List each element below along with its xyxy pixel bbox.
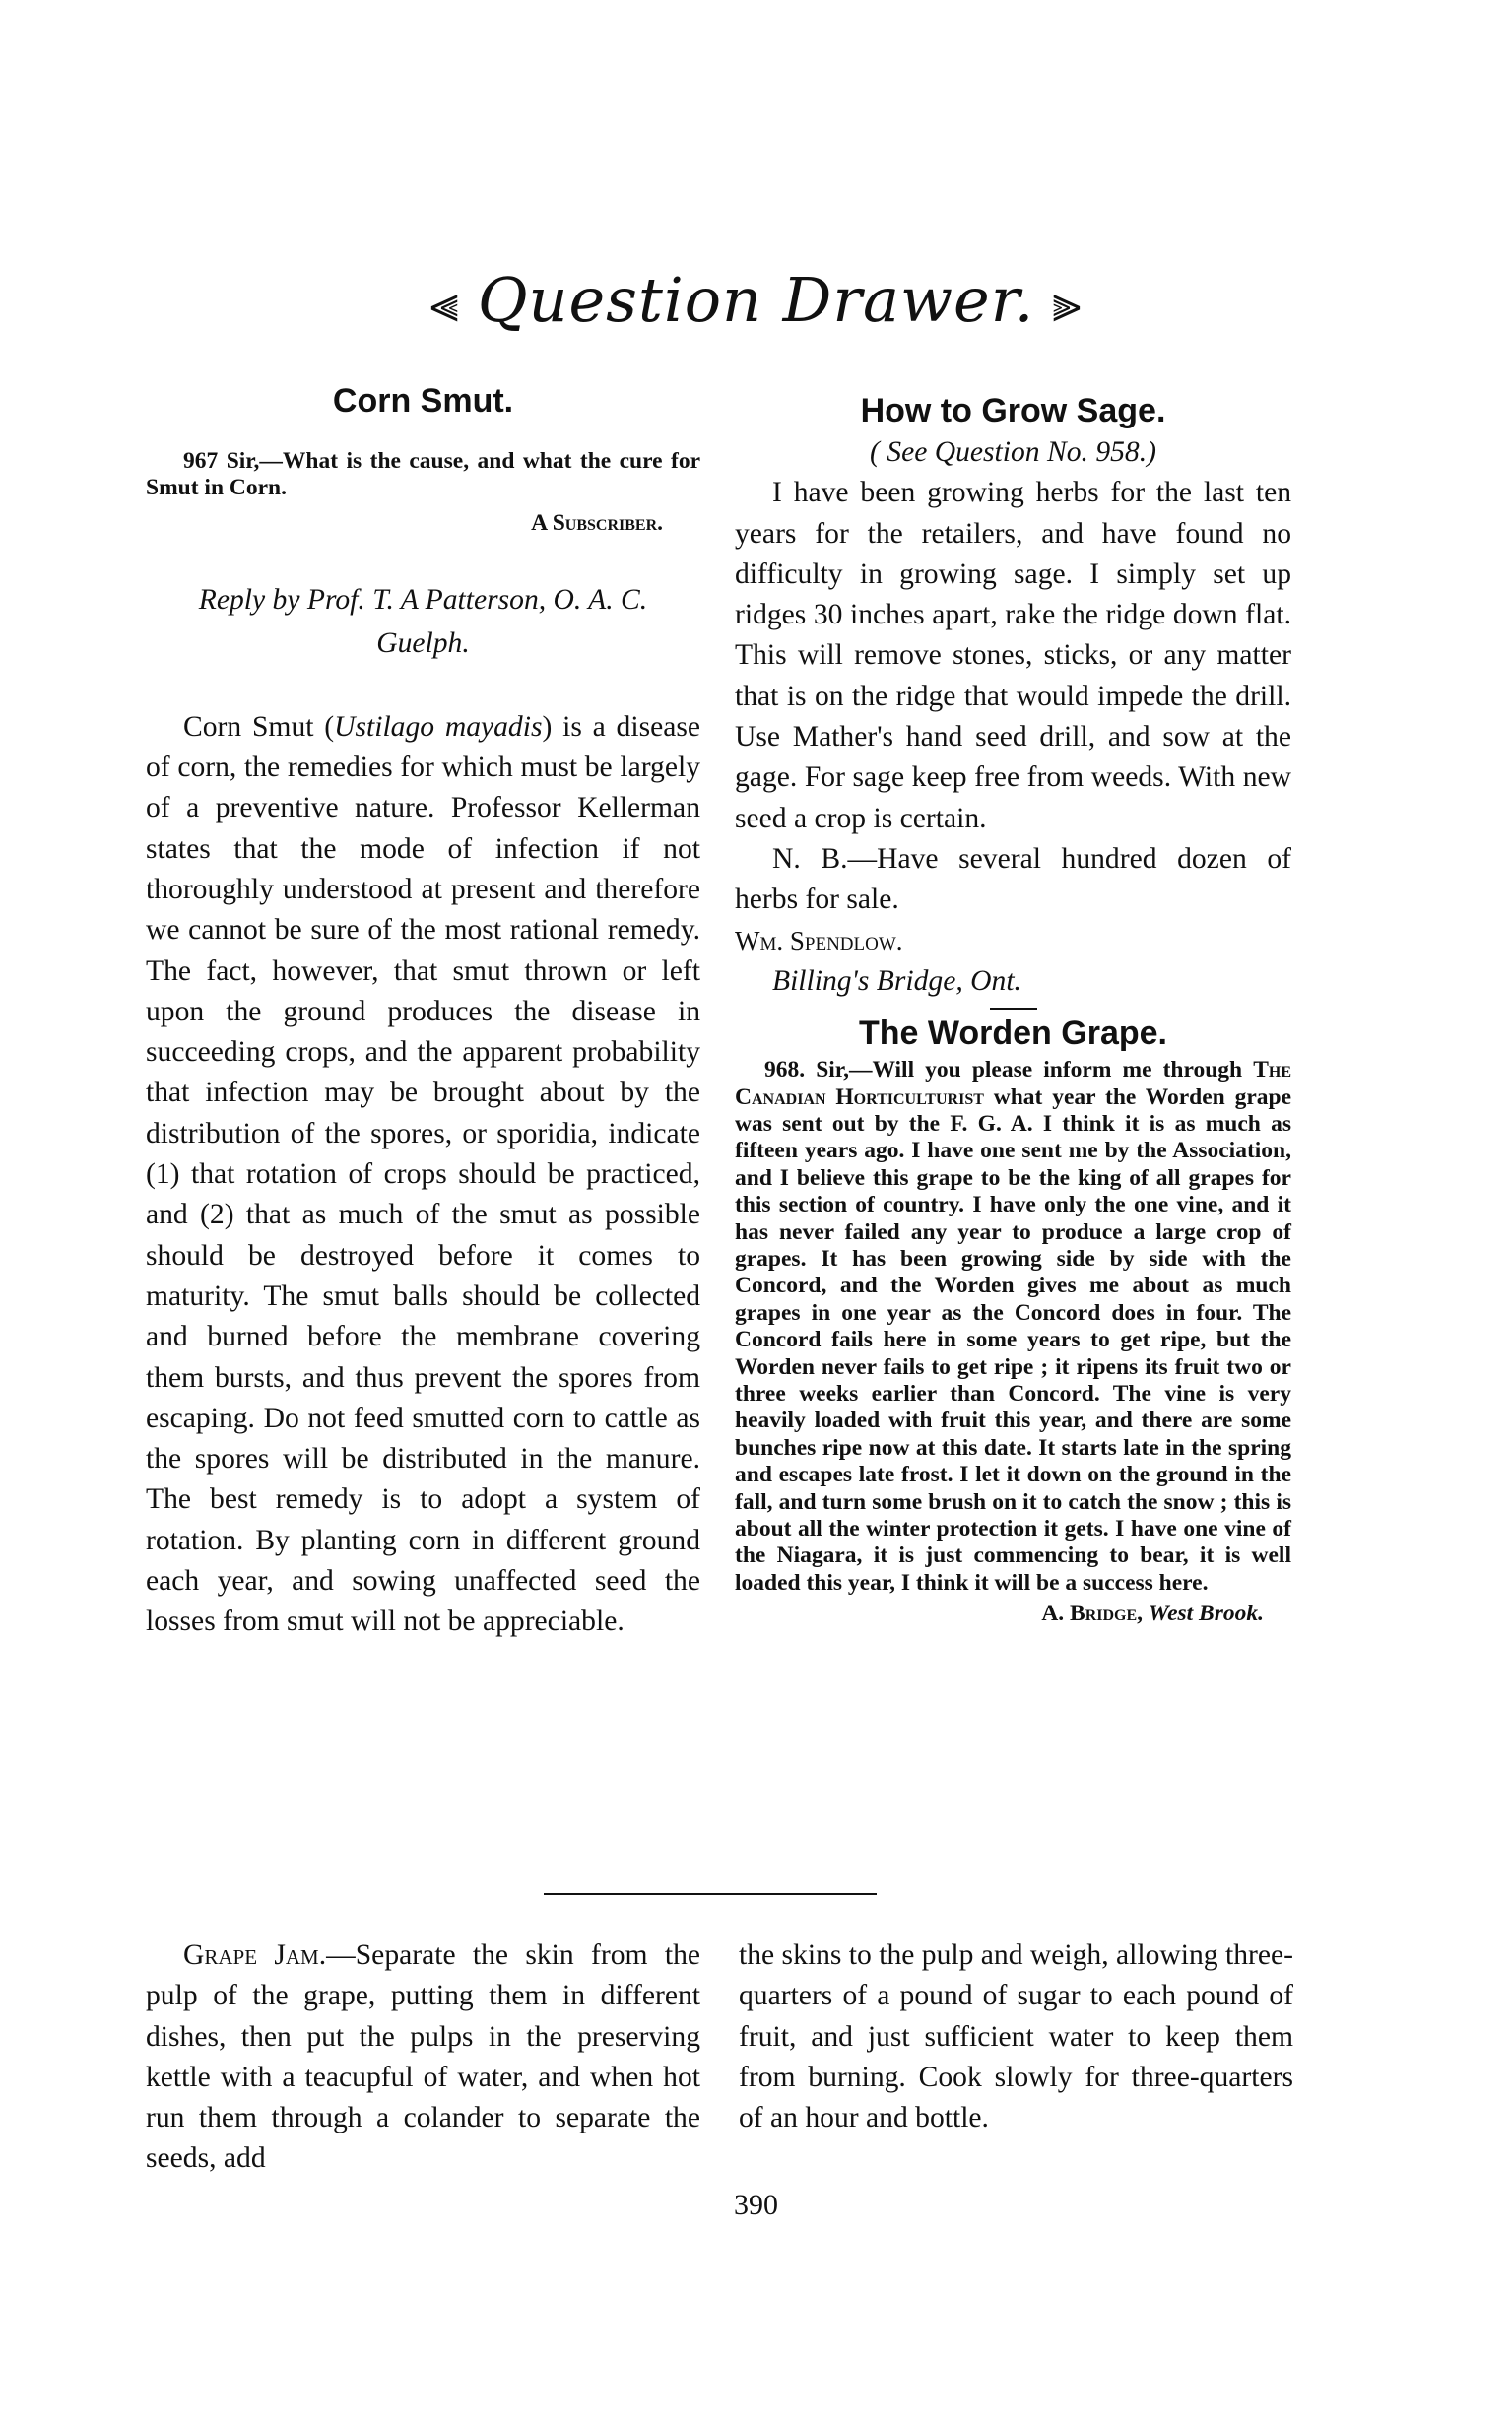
question-text: Sir,—What is the cause, and what the cure for Smut in Corn. [146,448,700,501]
grape-jam-left-text: —Separate the skin from the pulp of the grape, putting them in different dishes, then put the pulps in the preserving kettle with a teacupful of water, and when hot run them through a colander to separate the seeds, add [146,1939,701,2175]
grape-jam-left [146,1936,700,2180]
latin-name: Ustilago mayadis [334,710,543,743]
signature-bridge [735,1601,1291,1627]
signature-subscriber: A Subscriber. [531,509,663,536]
signature-place: West Brook. [1148,1601,1264,1627]
question-968 [735,1057,1291,1597]
signature-name: A. Bridge, [1041,1601,1144,1627]
masthead [0,261,1512,344]
see-also-ref: ( See Question No. 958.) [870,436,1156,468]
worden-text-before: Sir,—Will you please inform me through [816,1057,1254,1083]
signature-spendlow: Wm. Spendlow. [735,925,903,955]
question-number: 967 [183,448,219,474]
ornament-left-icon: ⫷ [429,275,460,334]
heading-corn-smut: Corn Smut. [332,382,514,420]
question-967 [146,448,700,502]
corn-smut-body [146,707,700,1643]
left-column [146,379,700,1643]
page-number: 390 [734,2189,778,2221]
body-start: Corn Smut ( [183,710,335,743]
sage-body: I have been growing herbs for the last ten years for the retailers, and have found no difficulty in growing sage. I simply set up ridges 30 inches apart, rake the ridge down flat. This will remove stones, sticks, or any matter that is on the ridge that would impede the drill. Use Mather's hand seed drill, and sow at the gage. For sage keep free from weeds. With new seed a crop is certain. [735,477,1291,834]
sage-note: N. B.—Have several hundred dozen of herbs for sale. [735,842,1291,916]
journal-name: The Canadian Horticulturist [735,1057,1292,1110]
grape-jam-right: the skins to the pulp and weigh, allowing three-quarters of a pound of sugar to each pound of fruit, and just sufficient water to keep them from burning. Cook slowly for three-quarters of an hour and bottle. [739,1939,1293,2134]
place-billings-bridge: Billing's Bridge, Ont. [772,964,1021,997]
masthead-title: Question Drawer. [477,264,1035,336]
grape-jam-label: Grape Jam. [183,1939,327,1971]
worden-text-after: what year the Worden grape was sent out by the F. G. A. I think it is as much as fifteen years ago. I have one sent me by the Association, and I believe this grape to be the king of all grapes for this section of country. I have only the one vine, and it has never failed any year to produce a large crop of grapes. It has been growing side by side with the Concord, and the Worden gives me about as much grapes in one year as the Concord does in four. The Concord fails here in some years to get ripe, but the Worden never fails to get ripe ; it ripens its fruit two or three weeks earlier than Concord. The vine is very heavily loaded with fruit this year, and there are some bunches ripe now at this date. It starts late in the spring and escapes late frost. I let it down on the ground in the fall, and turn some brush on it to catch the snow ; this is about all the winter protection it gets. I have one vine of the Niagara, it is just commencing to bear, it is well loaded this year, I think it will be a success here. [735,1083,1291,1596]
question-number: 968. [764,1057,806,1083]
reply-attribution-line2: Guelph. [376,626,470,659]
reply-attribution-line1: Reply by Prof. T. A Patterson, O. A. C. [198,584,648,617]
right-column [735,389,1291,1628]
section-divider [544,1893,877,1895]
ornament-right-icon: ⫸ [1052,275,1083,334]
heading-sage: How to Grow Sage. [860,392,1166,429]
section-rule [990,1008,1037,1010]
body-rest: ) is a disease of corn, the remedies for which must be largely of a preventive nature. Professor Kellerman states that the mode of infection if not thoroughly understood at present and therefore we cannot be sure of the most rational remedy. The fact, however, that smut thrown or left upon the ground produces the disease in succeeding crops, and the apparent probability that infection may be brought about by the distribution of the spores, or sporidia, indicate (1) that rotation of crops should be practiced, and (2) that as much of the smut as possible should be destroyed before it comes to maturity. The smut balls should be collected and burned before the membrane covering them bursts, and thus prevent the spores from escaping. Do not feed smutted corn to cattle as the spores will be distributed in the manure. The best remedy is to adopt a system of rotation. By planting corn in different ground each year, and sowing unaffected seed the losses from smut will not be appreciable. [146,710,701,1638]
heading-worden-grape: The Worden Grape. [859,1015,1167,1053]
